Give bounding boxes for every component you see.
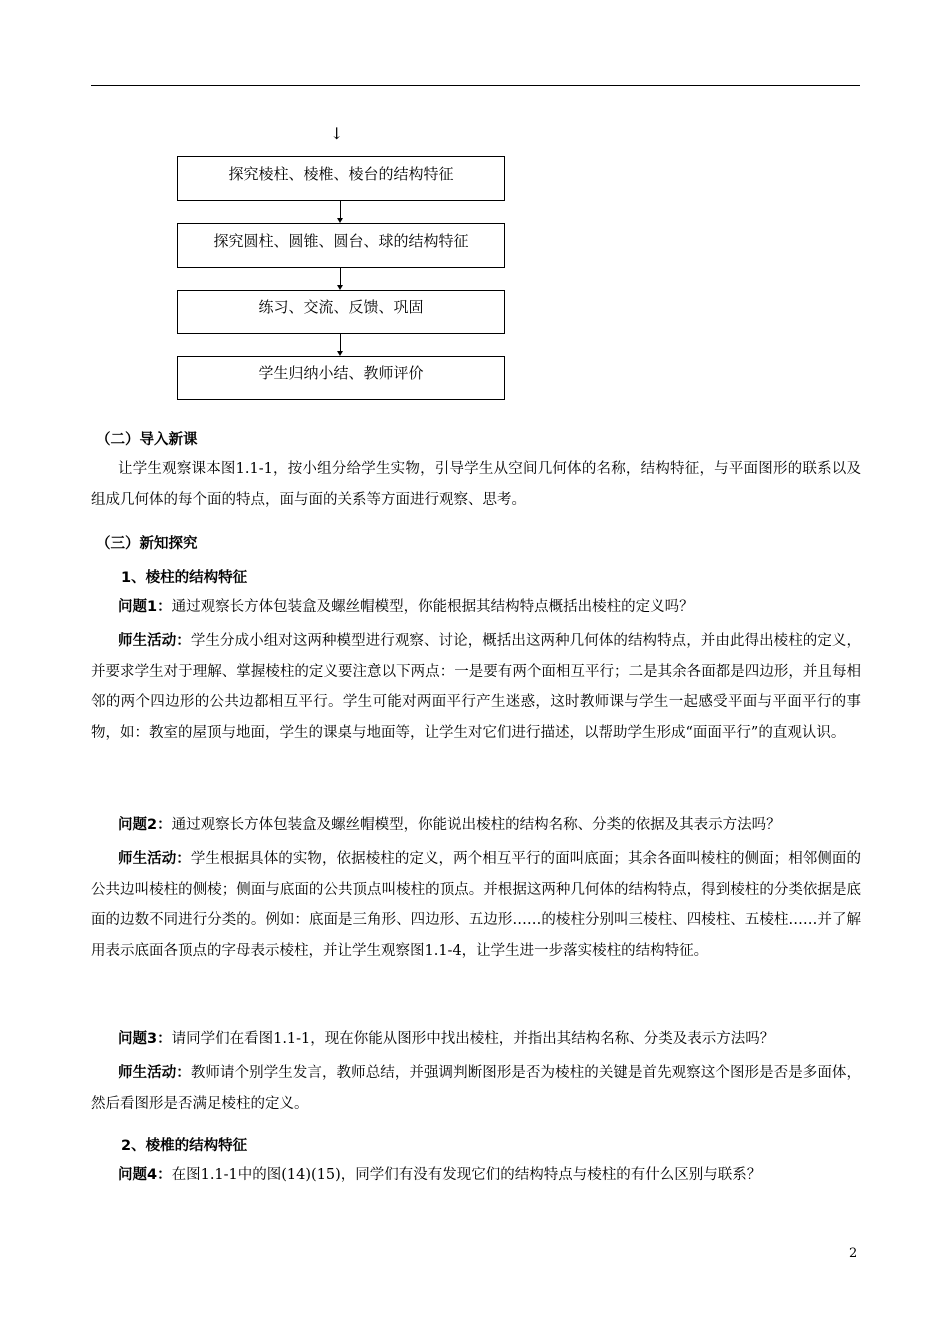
- flowchart-step-label: 探究棱柱、棱椎、棱台的结构特征: [228, 165, 454, 183]
- activity-text: 学生分成小组对这两种模型进行观察、讨论，概括出这两种几何体的结构特点，并由此得出棱柱的定义，并要求学生对于理解、掌握棱柱的定义要注意以下两点：一是要有两个面相互平行；二是其余各面都是四边形，并且每相邻的两个四边形的公共边都相互平行。学生可能对两面平行产生迷惑，这时教师课与学生一起感受平面与平面平行的事物，如：教室的屋顶与地面，学生的课桌与地面等，让学生对它们进行描述，以帮助学生形成“面面平行”的直观认识。: [91, 633, 862, 741]
- activity-2: [91, 844, 861, 966]
- intro-paragraph: [91, 454, 861, 515]
- arrow-down-icon: ↓: [330, 124, 344, 143]
- flowchart-step-2: [177, 223, 505, 268]
- question-text: 请同学们在看图1.1-1，现在你能从图形中找出棱柱，并指出其结构名称、分类及表示方法吗？: [171, 1031, 775, 1047]
- intro-text: 让学生观察课本图1.1-1，按小组分给学生实物，引导学生从空间几何体的名称，结构特征，与平面图形的联系以及组成几何体的每个面的特点，面与面的关系等方面进行观察、思考。: [91, 461, 861, 508]
- flowchart-step-label: 探究圆柱、圆锥、圆台、球的结构特征: [213, 232, 469, 250]
- flowchart-step-label: 练习、交流、反馈、巩固: [258, 298, 424, 316]
- question-2: [91, 810, 861, 841]
- subheading-pyramid: 2、棱椎的结构特征: [121, 1138, 248, 1154]
- flowchart-step-3: [177, 290, 505, 334]
- activity-label: 师生活动：: [118, 1065, 191, 1081]
- header-rule: [91, 85, 860, 86]
- subheading-prism: 1、棱柱的结构特征: [121, 570, 248, 586]
- activity-text: 学生根据具体的实物，依据棱柱的定义，两个相互平行的面叫底面；其余各面叫棱柱的侧面；相邻侧面的公共边叫棱柱的侧棱；侧面与底面的公共顶点叫棱柱的顶点。并根据这两种几何体的结构特点，得到棱柱的分类依据是底面的边数不同进行分类的。例如：底面是三角形、四边形、五边形……的棱柱分别叫三棱柱、四棱柱、五棱柱……并了解用表示底面各顶点的字母表示棱柱，并让学生观察图1.1-4，让学生进一步落实棱柱的结构特征。: [91, 851, 862, 959]
- question-text: 通过观察长方体包装盒及螺丝帽模型，你能根据其结构特点概括出棱柱的定义吗？: [171, 599, 694, 615]
- section-heading-intro: （二）导入新课: [96, 432, 198, 448]
- activity-1: [91, 626, 861, 748]
- question-text: 通过观察长方体包装盒及螺丝帽模型，你能说出棱柱的结构名称、分类的依据及其表示方法吗？: [171, 817, 781, 833]
- activity-3: [91, 1058, 861, 1119]
- question-label: 问题2：: [118, 817, 172, 833]
- question-text: 在图1.1-1中的图(14)(15)，同学们有没有发现它们的结构特点与棱柱的有什么区别与联系？: [171, 1167, 762, 1183]
- question-label: 问题4：: [118, 1167, 172, 1183]
- activity-text: 教师请个别学生发言，教师总结，并强调判断图形是否为棱柱的关键是首先观察这个图形是否是多面体，然后看图形是否满足棱柱的定义。: [91, 1065, 862, 1112]
- section-heading-explore: （三）新知探究: [96, 536, 198, 552]
- question-3: [91, 1024, 861, 1055]
- activity-label: 师生活动：: [118, 851, 191, 867]
- question-label: 问题1：: [118, 599, 172, 615]
- question-label: 问题3：: [118, 1031, 172, 1047]
- question-4: [91, 1160, 861, 1191]
- flowchart-step-label: 学生归纳小结、教师评价: [258, 364, 424, 382]
- flowchart-step-4: [177, 356, 505, 400]
- flowchart-step-1: [177, 156, 505, 201]
- activity-label: 师生活动：: [118, 633, 191, 649]
- question-1: [91, 592, 861, 623]
- page-number: 2: [849, 1246, 858, 1261]
